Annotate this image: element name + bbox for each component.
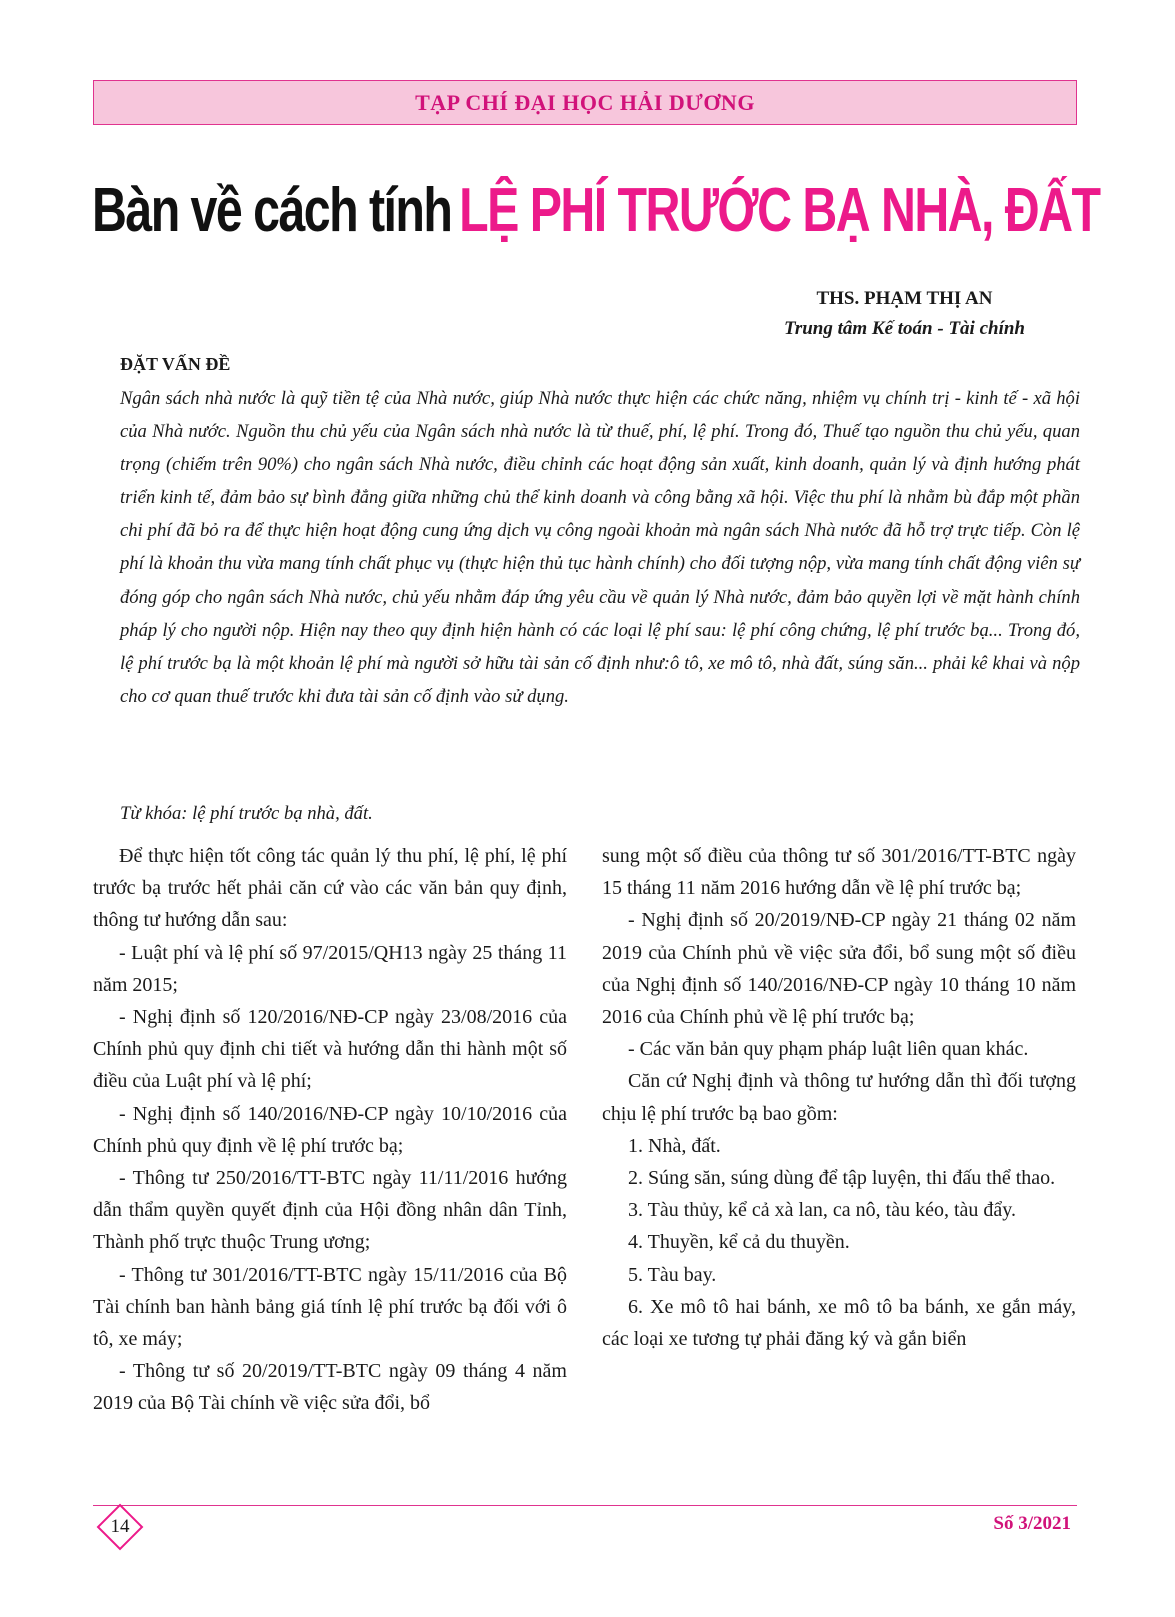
page-number-badge — [96, 1503, 144, 1551]
body-paragraph: Để thực hiện tốt công tác quản lý thu phí, lệ phí, lệ phí trước bạ trước hết phải căn cứ vào các văn bản quy định, thông tư hướng dẫn sau: — [93, 845, 567, 932]
title-part-1: Bàn về cách tính — [92, 176, 452, 245]
list-item: 5. Tàu bay. — [628, 1263, 717, 1286]
issue-number: Số 3/2021 — [993, 1513, 1071, 1534]
body-paragraph-continuation: sung một số điều của thông tư số 301/2016/TT-BTC ngày 15 tháng 11 năm 2016 hướng dẫn về lệ phí trước bạ; — [602, 845, 1076, 900]
page-number: 14 — [110, 1516, 130, 1537]
list-item: 3. Tàu thủy, kể cả xà lan, ca nô, tàu kéo, tàu đẩy. — [628, 1199, 1017, 1222]
abstract — [120, 382, 1080, 713]
article-title — [92, 168, 1100, 254]
body-column-left — [93, 840, 567, 1420]
body-paragraph: - Nghị định số 120/2016/NĐ-CP ngày 23/08/2016 của Chính phủ quy định chi tiết và hướng dẫn thi hành một số điều của Luật phí và lệ phí; — [93, 1006, 567, 1093]
body-paragraph: - Luật phí và lệ phí số 97/2015/QH13 ngày 25 tháng 11 năm 2015; — [93, 941, 567, 996]
abstract-text: Ngân sách nhà nước là quỹ tiền tệ của Nhà nước, giúp Nhà nước thực hiện các chức năng, nhiệm vụ chính trị - kinh tế - xã hội của Nhà nước. Nguồn thu chủ yếu của Ngân sách nhà nước là từ thuế, phí, lệ phí. Trong đó, Thuế tạo nguồn thu chủ yếu, quan trọng (chiếm trên 90%) cho ngân sách Nhà nước, điều chỉnh các hoạt động sản xuất, kinh doanh, quản lý và định hướng phát triển kinh tế, đảm bảo sự bình đẳng giữa những chủ thể kinh doanh và công bằng xã hội. Việc thu phí là nhằm bù đắp một phần chi phí đã bỏ ra để thực hiện hoạt động cung ứng dịch vụ công ngoài khoản mà ngân sách Nhà nước đã hỗ trợ trực tiếp. Còn lệ phí là khoản thu vừa mang tính chất phục vụ (thực hiện thủ tục hành chính) cho đối tượng nộp, vừa mang tính chất động viên sự đóng góp cho ngân sách Nhà nước, chủ yếu nhằm đáp ứng yêu cầu về quản lý Nhà nước, đảm bảo quyền lợi về mặt hành chính pháp lý cho người nộp. Hiện nay theo quy định hiện hành có các loại lệ phí sau: lệ phí công chứng, lệ phí trước bạ... Trong đó, lệ phí trước bạ là một khoản lệ phí mà người sở hữu tài sản cố định như:ô tô, xe mô tô, nhà đất, súng săn... phải kê khai và nộp cho cơ quan thuế trước khi đưa tài sản cố định vào sử dụng. — [120, 388, 1080, 707]
list-item: 6. Xe mô tô hai bánh, xe mô tô ba bánh, xe gắn máy, các loại xe tương tự phải đăng ký và gắn biển — [602, 1295, 1076, 1351]
journal-header — [93, 80, 1077, 125]
body-paragraph: - Thông tư 250/2016/TT-BTC ngày 11/11/2016 hướng dẫn thẩm quyền quyết định của Hội đồng nhân dân Tỉnh, Thành phố trực thuộc Trung ương; — [93, 1167, 567, 1254]
body-paragraph: - Các văn bản quy phạm pháp luật liên quan khác. — [628, 1038, 1029, 1061]
keywords: Từ khóa: lệ phí trước bạ nhà, đất. — [120, 803, 373, 824]
journal-name: TẠP CHÍ ĐẠI HỌC HẢI DƯƠNG — [415, 89, 755, 115]
author-name: THS. PHẠM THỊ AN — [816, 288, 993, 309]
body-paragraph: - Nghị định số 140/2016/NĐ-CP ngày 10/10/2016 của Chính phủ quy định về lệ phí trước bạ; — [93, 1102, 567, 1157]
list-item: 1. Nhà, đất. — [628, 1134, 721, 1157]
body-paragraph: Căn cứ Nghị định và thông tư hướng dẫn thì đối tượng chịu lệ phí trước bạ bao gồm: — [602, 1070, 1076, 1125]
body-paragraph: - Thông tư số 20/2019/TT-BTC ngày 09 tháng 4 năm 2019 của Bộ Tài chính về việc sửa đổi, bổ — [93, 1360, 567, 1415]
body-paragraph: - Thông tư 301/2016/TT-BTC ngày 15/11/2016 của Bộ Tài chính ban hành bảng giá tính lệ phí trước bạ đối với ô tô, xe máy; — [93, 1263, 567, 1351]
list-item: 4. Thuyền, kể cả du thuyền. — [628, 1231, 850, 1254]
body-paragraph: - Nghị định số 20/2019/NĐ-CP ngày 21 tháng 02 năm 2019 của Chính phủ về việc sửa đổi, bổ sung một số điều của Nghị định số 140/2016/NĐ-CP ngày 10 tháng 10 năm 2016 của Chính phủ về lệ phí trước bạ; — [602, 909, 1076, 1029]
list-item: 2. Súng săn, súng dùng để tập luyện, thi đấu thể thao. — [628, 1167, 1056, 1190]
author-affiliation: Trung tâm Kế toán - Tài chính — [783, 318, 1025, 339]
title-part-2: LỆ PHÍ TRƯỚC BẠ NHÀ, ĐẤT — [459, 176, 1100, 245]
section-heading: ĐẶT VẤN ĐỀ — [120, 354, 231, 374]
author-block — [784, 284, 1025, 344]
footer-divider — [93, 1505, 1077, 1506]
body-column-right — [602, 840, 1076, 1355]
